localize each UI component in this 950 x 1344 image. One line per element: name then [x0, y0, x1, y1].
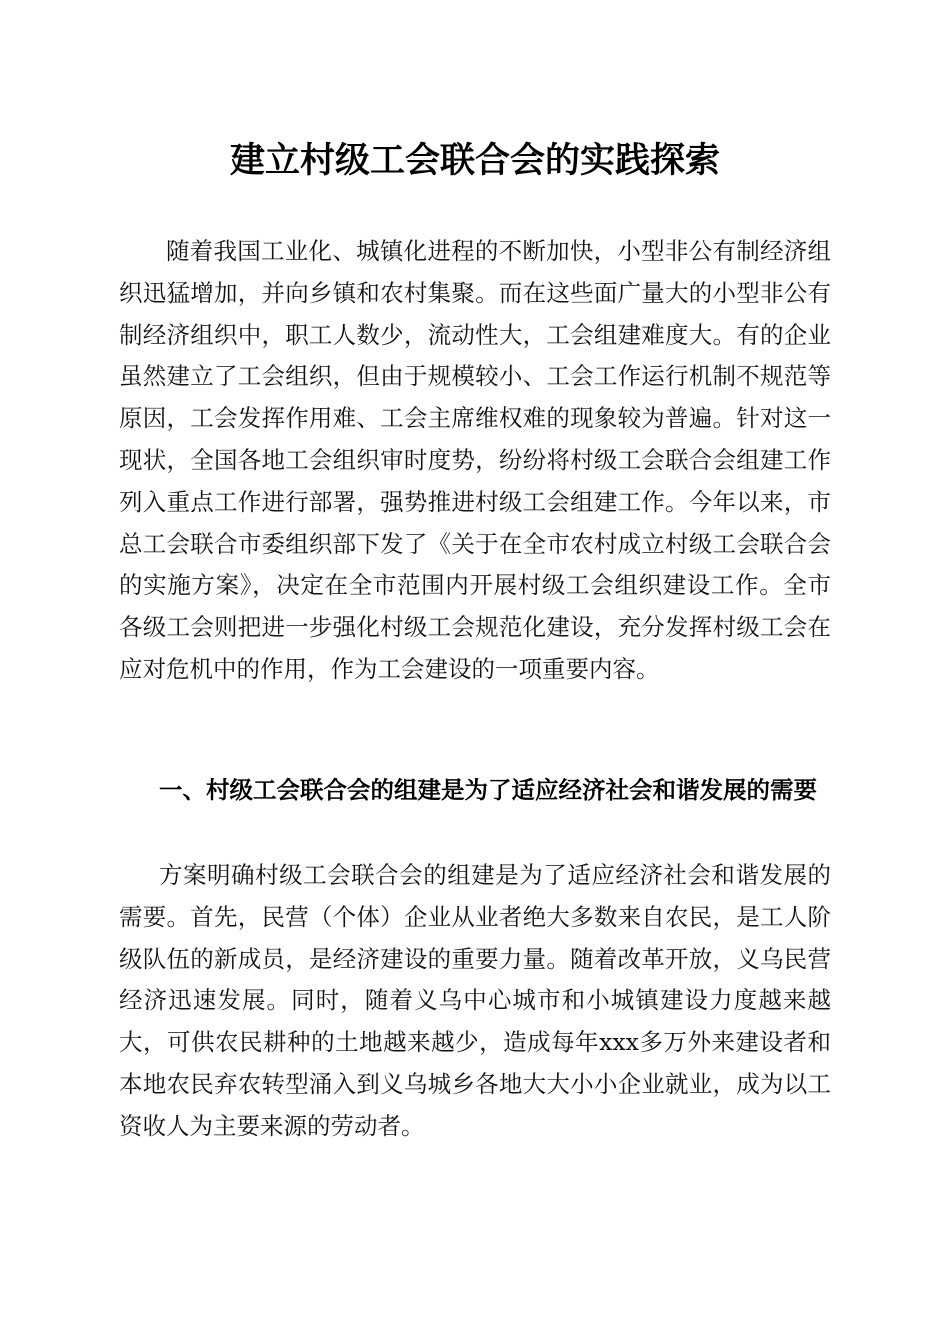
- section-heading-1: 一、村级工会联合会的组建是为了适应经济社会和谐发展的需要: [159, 776, 817, 804]
- paragraph-section-1: 方案明确村级工会联合会的组建是为了适应经济社会和谐发展的需要。首先，民营（个体）企业从业者绝大多数来自农民，是工人阶级队伍的新成员，是经济建设的重要力量。随着改革开放，义乌民营经济迅速发展。同时，随着义乌中心城市和小城镇建设力度越来越大，可供农民耕种的土地越来越少，造成每年xxx多万外来建设者和本地农民弃农转型涌入到义乌城乡各地大大小小企业就业，成为以工资收人为主要来源的劳动者。: [119, 861, 831, 1140]
- document-title: 建立村级工会联合会的实践探索: [229, 140, 720, 181]
- paragraph-intro: 随着我国工业化、城镇化进程的不断加快，小型非公有制经济组织迅猛增加，并向乡镇和农村集聚。而在这些面广量大的小型非公有制经济组织中，职工人数少，流动性大，工会组建难度大。有的企业虽然建立了工会组织，但由于规模较小、工会工作运行机制不规范等原因，工会发挥作用难、工会主席维权难的现象较为普遍。针对这一现状，全国各地工会组织审时度势，纷纷将村级工会联合会组建工作列入重点工作进行部署，强势推进村级工会组建工作。今年以来，市总工会联合市委组织部下发了《关于在全市农村成立村级工会联合会的实施方案》，决定在全市范围内开展村级工会组织建设工作。全市各级工会则把进一步强化村级工会规范化建设，充分发挥村级工会在应对危机中的作用，作为工会建设的一项重要内容。: [119, 237, 831, 683]
